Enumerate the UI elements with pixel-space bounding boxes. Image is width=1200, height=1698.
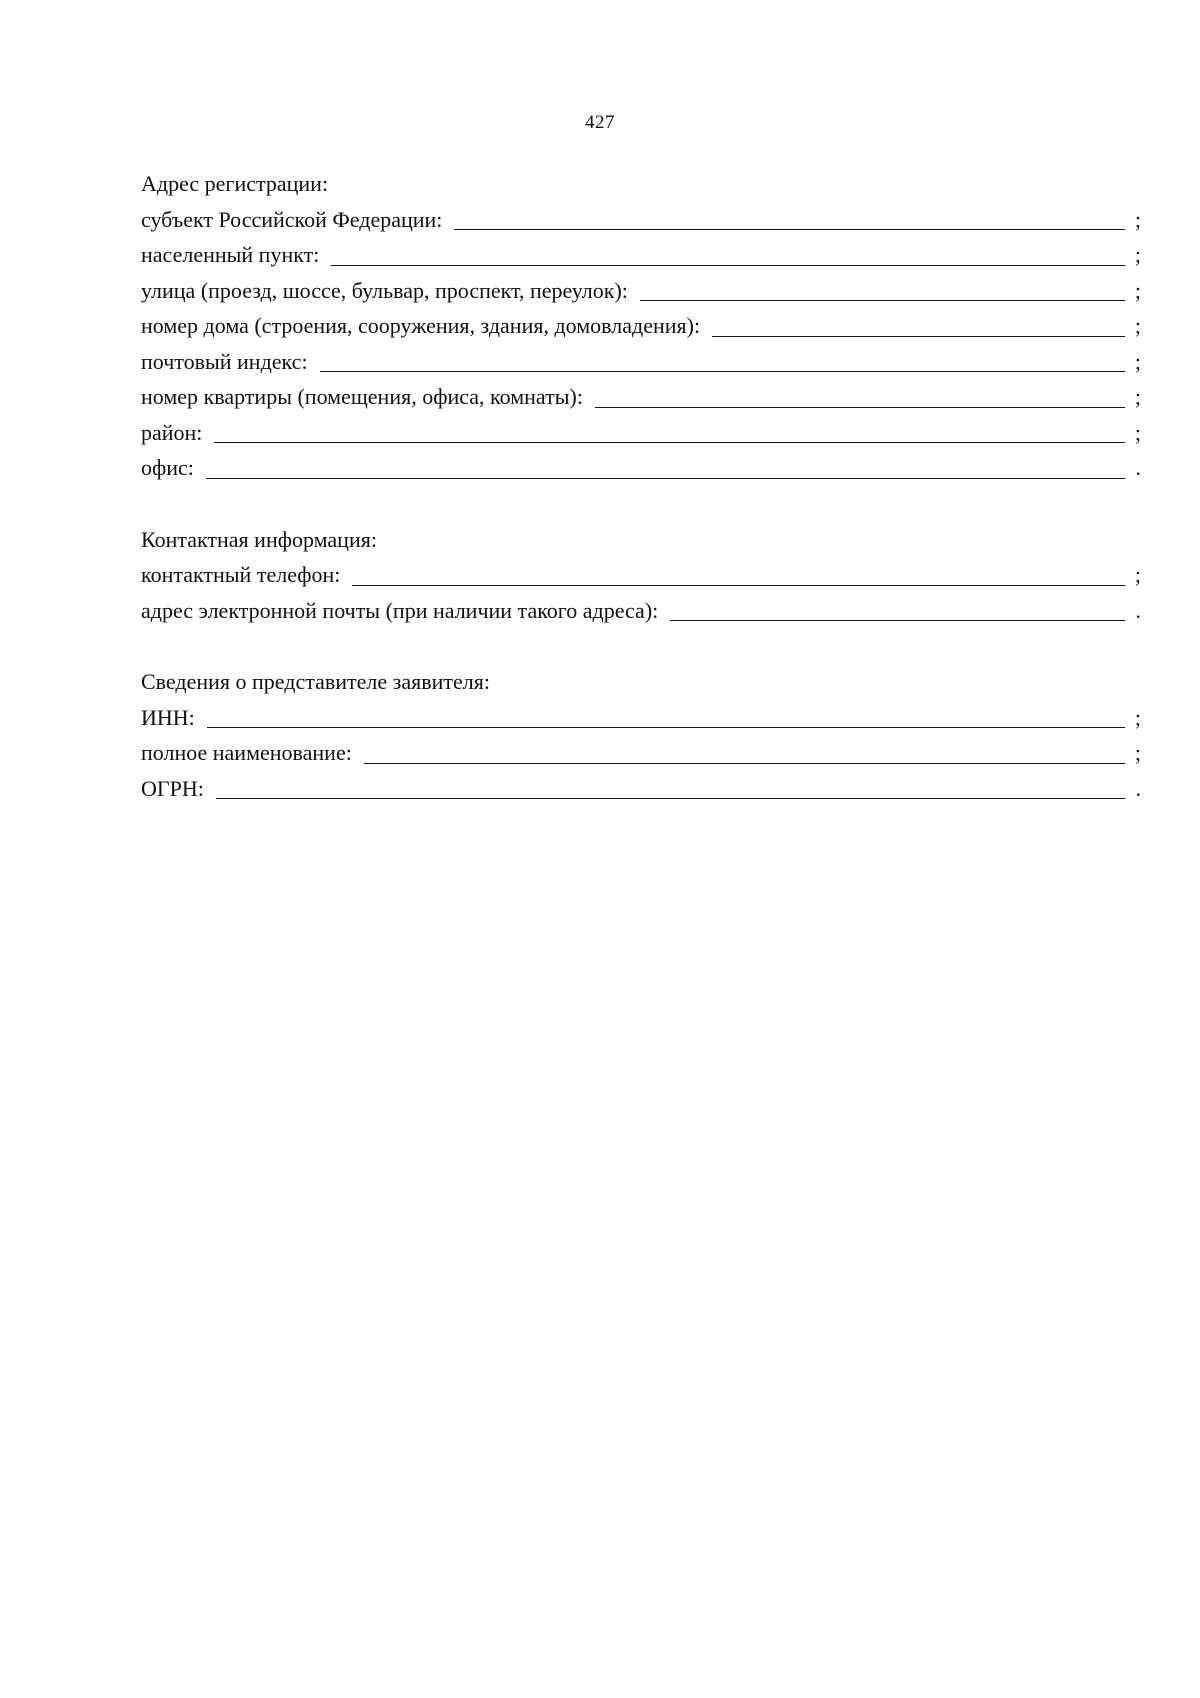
field-row-ogrn — [141, 771, 1141, 807]
district-input-line[interactable] — [214, 422, 1125, 443]
section-heading-contact-info: Контактная информация: — [141, 526, 377, 552]
field-row-email — [141, 593, 1141, 629]
field-label: номер квартиры (помещения, офиса, комнаты): — [141, 384, 583, 409]
section-heading-registration-address: Адрес регистрации: — [141, 171, 329, 196]
field-punctuation: ; — [1134, 562, 1141, 587]
locality-input-line[interactable] — [331, 245, 1125, 266]
field-label: номер дома (строения, сооружения, здания, домовладения): — [141, 313, 701, 338]
field-row-apartment — [141, 379, 1141, 415]
field-punctuation: ; — [1134, 348, 1141, 374]
field-punctuation: ; — [1134, 206, 1141, 232]
field-label: ИНН: — [141, 704, 195, 730]
field-row-subject — [141, 202, 1141, 238]
full-name-input-line[interactable] — [364, 743, 1125, 764]
field-row-inn — [141, 700, 1141, 736]
field-label: субъект Российской Федерации: — [141, 206, 443, 232]
field-row-postal-code — [141, 344, 1141, 380]
field-punctuation: ; — [1134, 419, 1141, 445]
field-punctuation: ; — [1134, 242, 1141, 267]
field-punctuation: ; — [1134, 704, 1141, 730]
apartment-input-line[interactable] — [595, 387, 1125, 408]
field-label: улица (проезд, шоссе, бульвар, проспект, переулок): — [141, 277, 628, 303]
section-spacer — [141, 628, 1141, 664]
field-label: населенный пункт: — [141, 242, 320, 267]
field-punctuation: ; — [1134, 384, 1141, 409]
field-label: адрес электронной почты (при наличии такого адреса): — [141, 597, 659, 623]
field-row-office — [141, 450, 1141, 486]
phone-input-line[interactable] — [352, 565, 1125, 586]
field-punctuation: . — [1135, 597, 1141, 623]
field-label: офис: — [141, 455, 194, 480]
field-row-district — [141, 415, 1141, 451]
field-label: почтовый индекс: — [141, 348, 308, 374]
field-punctuation: . — [1135, 775, 1141, 801]
field-row-house-number — [141, 308, 1141, 344]
inn-input-line[interactable] — [207, 707, 1125, 728]
field-row-full-name — [141, 735, 1141, 771]
field-label: ОГРН: — [141, 775, 204, 801]
street-input-line[interactable] — [640, 280, 1125, 301]
section-heading-representative: Сведения о представителе заявителя: — [141, 669, 490, 694]
field-row-street — [141, 273, 1141, 309]
email-input-line[interactable] — [670, 600, 1125, 621]
field-label: район: — [141, 419, 203, 445]
page-number: 427 — [585, 112, 615, 133]
field-label: полное наименование: — [141, 740, 352, 765]
ogrn-input-line[interactable] — [216, 778, 1125, 799]
field-punctuation: . — [1135, 455, 1141, 480]
field-row-locality — [141, 237, 1141, 273]
field-label: контактный телефон: — [141, 562, 341, 587]
office-input-line[interactable] — [206, 458, 1125, 479]
field-punctuation: ; — [1134, 277, 1141, 303]
field-row-phone — [141, 557, 1141, 593]
postal-code-input-line[interactable] — [320, 351, 1125, 372]
subject-input-line[interactable] — [454, 209, 1125, 230]
form-content — [141, 166, 1141, 806]
field-punctuation: ; — [1134, 313, 1141, 338]
field-punctuation: ; — [1134, 740, 1141, 765]
section-spacer — [141, 486, 1141, 522]
house-number-input-line[interactable] — [712, 316, 1125, 337]
